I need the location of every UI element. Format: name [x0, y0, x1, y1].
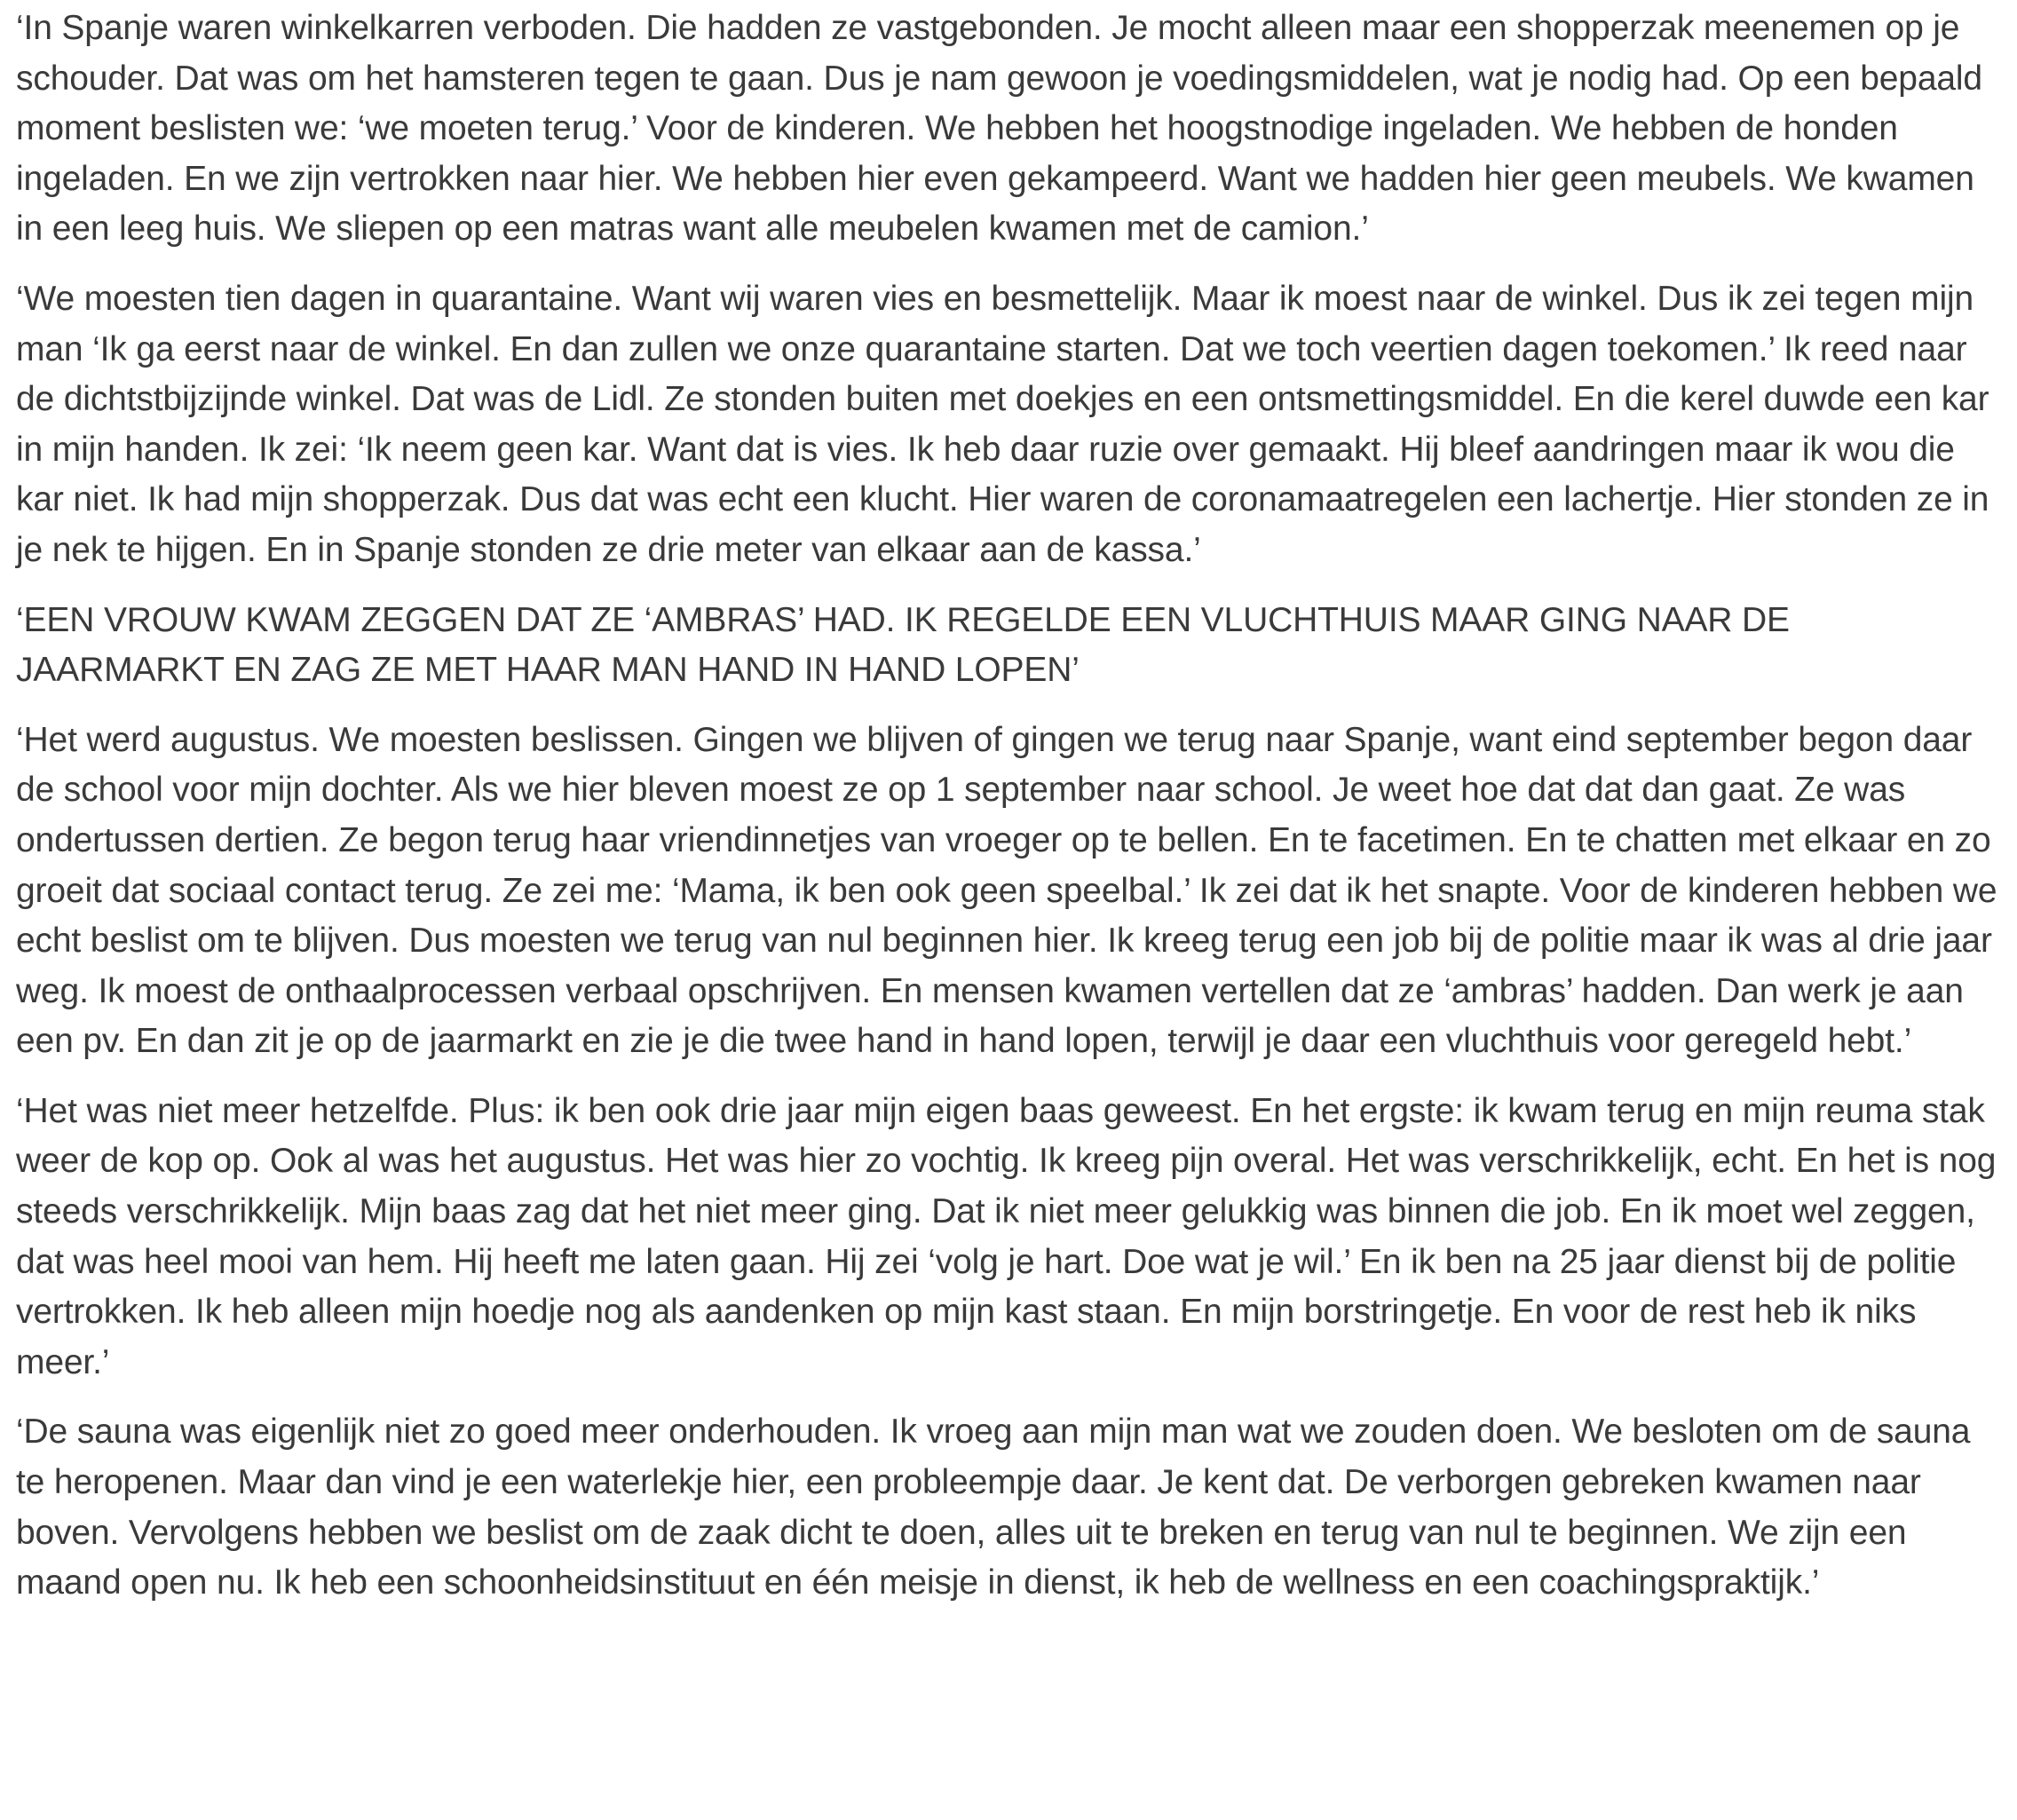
paragraph-quarantine: ‘We moesten tien dagen in quarantaine. Want wij waren vies en besmettelijk. Maar ik moest naar de winkel. Dus ik zei tegen mijn man ‘Ik ga eerst naar de winkel. En dan zullen we onze quarantaine starten. Dat we toch veertien dagen toekomen.’ Ik reed naar de dichtstbijzijnde winkel. Dat was de Lidl. Ze stonden buiten met doekjes en een ontsmettingsmiddel. En die kerel duwde een kar in mijn handen. Ik zei: ‘Ik neem geen kar. Want dat is vies. Ik heb daar ruzie over gemaakt. Hij bleef aandringen maar ik wou die kar niet. Ik had mijn shopperzak. Dus dat was echt een klucht. Hier waren de coronamaatregelen een lachertje. Hier stonden ze in je nek te hijgen. En in Spanje stonden ze drie meter van elkaar aan de kassa.’: [16, 279, 1989, 569]
paragraph-not-the-same: ‘Het was niet meer hetzelfde. Plus: ik ben ook drie jaar mijn eigen baas geweest. En het ergste: ik kwam terug en mijn reuma stak weer de kop op. Ook al was het augustus. Het was hier zo vochtig. Ik kreeg pijn overal. Het was verschrikkelijk, echt. En het is nog steeds verschrikkelijk. Mijn baas zag dat het niet meer ging. Dat ik niet meer gelukkig was binnen die job. En ik moet wel zeggen, dat was heel mooi van hem. Hij heeft me laten gaan. Hij zei ‘volg je hart. Doe wat je wil.’ En ik ben na 25 jaar dienst bij de politie vertrokken. Ik heb alleen mijn hoedje nog als aandenken op mijn kast staan. En mijn borstringetje. En voor de rest heb ik niks meer.’: [16, 1091, 1997, 1381]
paragraph-august-decision: ‘Het werd augustus. We moesten beslissen. Gingen we blijven of gingen we terug naar Spanje, want eind september begon daar de school voor mijn dochter. Als we hier bleven moest ze op 1 september naar school. Je weet hoe dat dat dan gaat. Ze was ondertussen dertien. Ze begon terug haar vriendinnetjes van vroeger op te bellen. En te facetimen. En te chatten met elkaar en zo groeit dat sociaal contact terug. Ze zei me: ‘Mama, ik ben ook geen speelbal.’ Ik zei dat ik het snapte. Voor de kinderen hebben we echt beslist om te blijven. Dus moesten we terug van nul beginnen hier. Ik kreeg terug een job bij de politie maar ik was al drie jaar weg. Ik moest de onthaalprocessen verbaal opschrijven. En mensen kwamen vertellen dat ze ‘ambras’ hadden. Dan werk je aan een pv. En dan zit je op de jaarmarkt en zie je die twee hand in hand lopen, terwijl je daar een vluchthuis voor geregeld hebt.’: [16, 720, 1997, 1061]
section-heading: ‘EEN VROUW KWAM ZEGGEN DAT ZE ‘AMBRAS’ HAD. IK REGELDE EEN VLUCHTHUIS MAAR GING NAAR DE JAARMARKT EN ZAG ZE MET HAAR MAN HAND IN HAND LOPEN’: [16, 600, 1790, 690]
paragraph-sauna: ‘De sauna was eigenlijk niet zo goed meer onderhouden. Ik vroeg aan mijn man wat we zouden doen. We besloten om de sauna te heropenen. Maar dan vind je een waterlekje hier, een probleempje daar. Je kent dat. De verborgen gebreken kwamen naar boven. Vervolgens hebben we beslist om de zaak dicht te doen, alles uit te breken en terug van nul te beginnen. We zijn een maand open nu. Ik heb een schoonheidsinstituut en één meisje in dienst, ik heb de wellness en een coachingspraktijk.’: [16, 1412, 1971, 1602]
paragraph-spain-shopping-carts: ‘In Spanje waren winkelkarren verboden. Die hadden ze vastgebonden. Je mocht alleen maar een shopperzak meenemen op je schouder. Dat was om het hamsteren tegen te gaan. Dus je nam gewoon je voedingsmiddelen, wat je nodig had. Op een bepaald moment beslisten we: ‘we moeten terug.’ Voor de kinderen. We hebben het hoogstnodige ingeladen. We hebben de honden ingeladen. En we zijn vertrokken naar hier. We hebben hier even gekampeerd. Want we hadden hier geen meubels. We kwamen in een leeg huis. We sliepen op een matras want alle meubelen kwamen met de camion.’: [16, 9, 1982, 249]
